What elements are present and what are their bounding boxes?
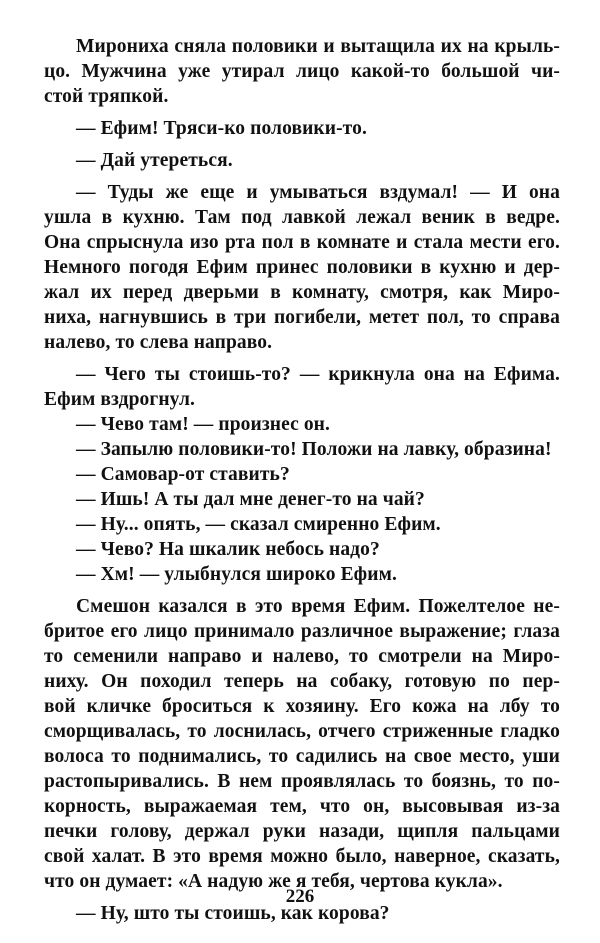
text-line: — Дай утереться. [76,150,233,171]
text-line: Ефим вздрогнул. [44,389,196,410]
text-line: растопыривались. В нем проявлялась то боязнь, то по- [44,771,560,792]
text-line: Она спрыснула изо рта пол в комнате и стала мести его. [44,232,560,253]
text-line: — Туды же еще и умываться вздумал! — И она [76,182,560,203]
text-line: ушла в кухню. Там под лавкой лежал веник в ведре. [44,207,560,228]
text-line: — Самовар-от ставить? [76,464,290,485]
book-page [44,34,560,926]
text-line: свой халат. В это время можно было, наверное, сказать, [44,846,560,867]
text-line: то семенили направо и налево, то смотрели на Миро- [44,646,560,667]
text-line: — Хм! — улыбнулся широко Ефим. [76,564,397,585]
text-line: цо. Мужчина уже утирал лицо какой-то большой чи- [44,61,560,82]
text-line: сморщивалась, то лоснилась, отчего стриженные гладко [44,721,560,742]
text-line: бритое его лицо принимало различное выражение; глаза [44,621,560,642]
text-line: Смешон казался в это время Ефим. Пожелтелое не- [76,596,560,617]
text-line: жал их перед дверьми в комнату, смотря, как Миро- [44,282,560,303]
text-line: Мирониха сняла половики и вытащила их на крыль- [76,36,560,57]
text-line: — Чево? На шкалик небось надо? [76,539,380,560]
text-line: — Ефим! Тряси-ко половики-то. [76,118,367,139]
text-line: — Чего ты стоишь-то? — крикнула она на Ефима. [76,364,560,385]
text-line: — Чево там! — произнес он. [76,414,330,435]
text-line: — Ну, што ты стоишь, как корова? [76,903,390,924]
text-line: — Ишь! А ты дал мне денег-то на чай? [76,489,425,510]
page-number: 226 [285,886,315,907]
text-line: печки голову, держал руки назади, щипля пальцами [44,821,560,842]
text-line: корность, выражаемая тем, что он, высовывая из-за [44,796,560,817]
text-line: налево, то слева направо. [44,332,273,353]
text-line: вой кличке броситься к хозяину. Его кожа на лбу то [44,696,560,717]
text-line: стой тряпкой. [44,86,169,107]
text-line: — Запылю половики-то! Положи на лавку, образина! [76,439,552,460]
text-line: Немного погодя Ефим принес половики в кухню и дер- [44,257,560,278]
text-line: ниху. Он походил теперь на собаку, готовую по пер- [44,671,560,692]
text-line: ниха, нагнувшись в три погибели, метет пол, то справа [44,307,560,328]
text-line: — Ну... опять, — сказал смиренно Ефим. [76,514,441,535]
text-line: что он думает: «А надую же я тебя, чертова кукла». [44,871,503,892]
text-line: волоса то поднимались, то садились на свое место, уши [44,746,560,767]
